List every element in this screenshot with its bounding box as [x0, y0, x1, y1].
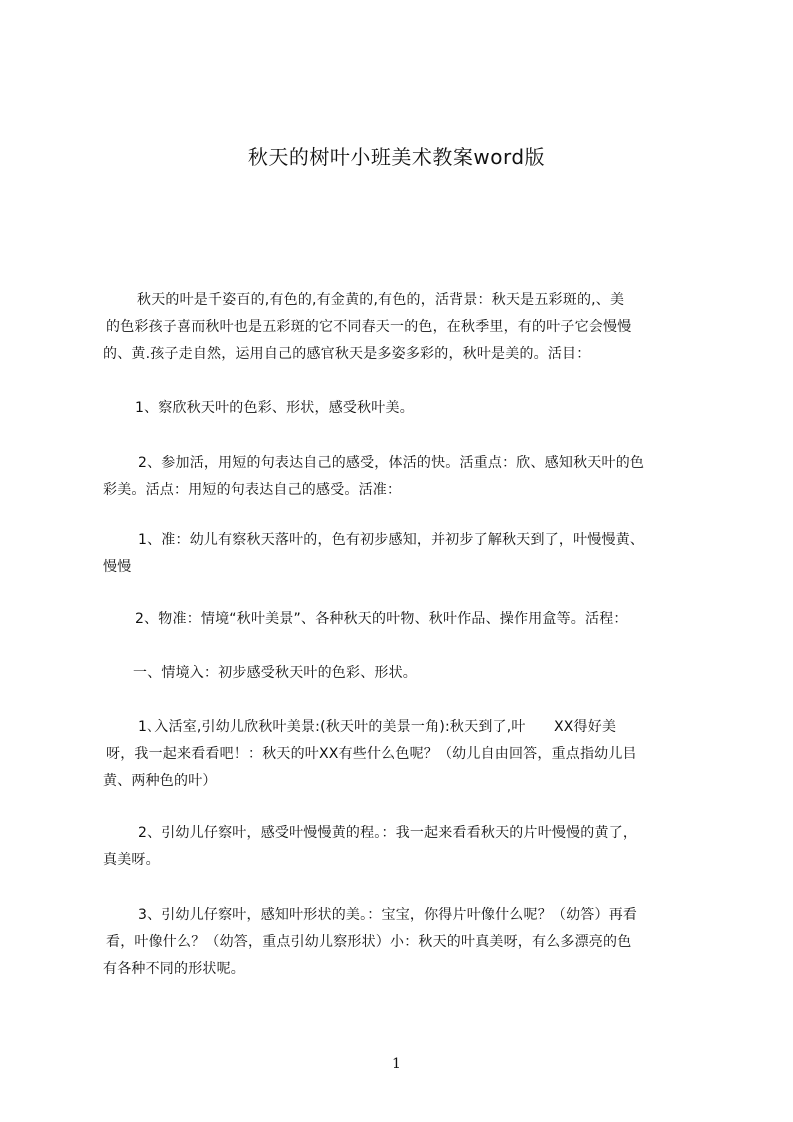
paragraph-line: 2、引幼儿仔察叶，感受叶慢慢黄的程。：我一起来看看秋天的片叶慢慢的黄了， — [138, 825, 638, 841]
paragraph-line: 1、准：幼儿有察秋天落叶的，色有初步感知，并初步了解秋天到了，叶慢慢黄、 — [138, 532, 645, 548]
paragraph-section-1 — [103, 660, 703, 687]
paragraph-intro — [103, 287, 703, 368]
paragraph-line: 的、黄.孩子走自然，运用自己的感官秋天是多姿多彩的，秋叶是美的。活目： — [103, 346, 591, 362]
paragraph-line: 一、情境入：初步感受秋天叶的色彩、形状。 — [133, 665, 417, 681]
paragraph-line: 的色彩孩子喜而秋叶也是五彩斑的它不同春天一的色，在秋季里，有的叶子它会慢慢 — [106, 319, 632, 335]
paragraph-line: 呀，我一起来看看吧！：秋天的叶XX有些什么色呢？（幼儿自由回答，重点指幼儿㠯 — [106, 746, 637, 762]
paragraph-prep-2 — [103, 606, 703, 633]
paragraph-line: 黄、两种色的叶） — [103, 773, 217, 789]
paragraph-line: 秋天的叶是千姿百的,有色的,有金黄的,有色的，活背景：秋天是五彩斑的,、美 — [137, 292, 625, 308]
paragraph-goal-2 — [103, 450, 703, 504]
paragraph-line: 有各种不同的形状呢。 — [103, 961, 245, 977]
paragraph-line: 慢慢 — [103, 559, 132, 575]
paragraph-step-2 — [103, 820, 703, 874]
paragraph-line: 3、引幼儿仔察叶，感知叶形状的美。：宝宝，你得片叶像什么呢？（幼答）再看 — [138, 907, 638, 923]
document-title: 秋天的树叶小班美术教案word版 — [247, 145, 546, 169]
paragraph-step-1 — [103, 714, 703, 795]
paragraph-line: 1､入活室,引幼儿欣秋叶美景:(秋天叶的美景一角):秋天到了,叶 XX得好美 — [138, 719, 617, 735]
paragraph-line: 1、察欣秋天叶的色彩、形状，感受秋叶美。 — [135, 400, 414, 416]
paragraph-goal-1 — [103, 395, 703, 422]
paragraph-line: 真美呀。 — [103, 852, 160, 868]
paragraph-prep-1 — [103, 527, 703, 581]
paragraph-line: 看，叶像什么？（幼答，重点引幼儿察形状）小：秋天的叶真美呀，有么多漂亮的色 — [106, 934, 632, 950]
paragraph-step-3 — [103, 902, 703, 983]
page-number: 1 — [392, 1056, 401, 1072]
paragraph-line: 彩美。活点：用短的句表达自己的感受。活准： — [103, 482, 402, 498]
paragraph-line: 2、物准：情境“秋叶美景”、各种秋天的叶物、秋叶作品、操作用盒等。活程： — [135, 611, 628, 627]
paragraph-line: 2、参加活，用短的句表达自己的感受，体活的快。活重点：欣、感知秋天叶的色 — [138, 455, 645, 471]
